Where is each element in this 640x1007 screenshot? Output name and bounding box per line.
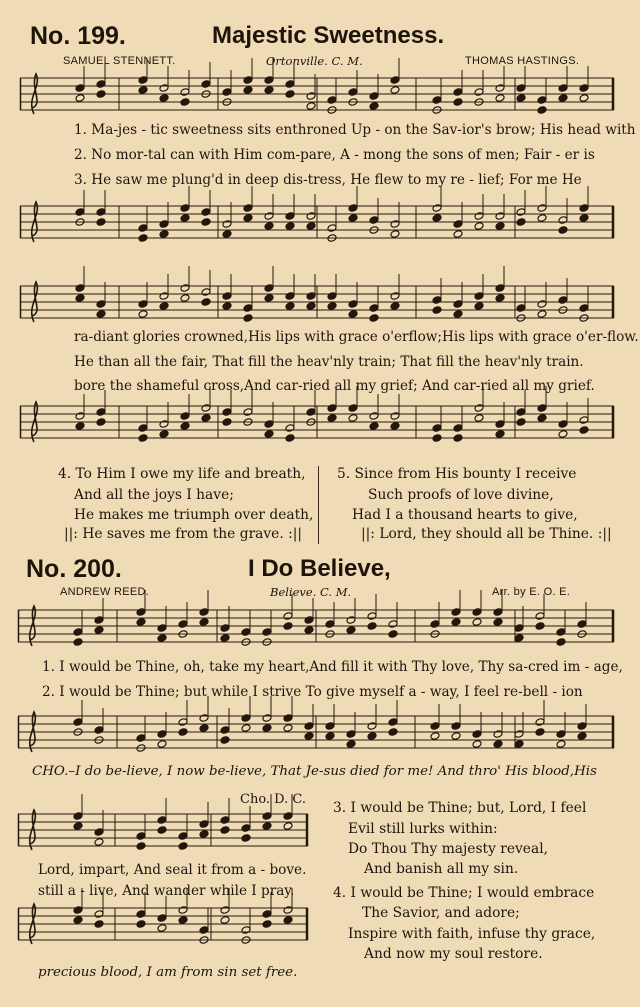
hymn-199-verse-5-line-4: ||: Lord, they should all be Thine. :|| — [361, 526, 612, 542]
hymn-200-chorus-line-2: precious blood, I am from sin set free. — [38, 965, 298, 980]
hymn-200-arranger: Arr. by E. O. E. — [492, 586, 571, 598]
hymn-199-composer: THOMAS HASTINGS. — [465, 55, 580, 67]
hymn-199-author: SAMUEL STENNETT. — [63, 55, 176, 67]
hymn-199-verse-5-line-3: Had I a thousand hearts to give, — [352, 507, 578, 523]
hymn-199-verse-4-line-3: He makes me triumph over death, — [74, 507, 314, 523]
hymn-199-lyric-line-1: 1. Ma-jes - tic sweetness sits enthroned Up - on the Sav-ior's brow; His head with — [74, 122, 636, 138]
hymn-200-verse-3-line-3: Do Thou Thy majesty reveal, — [348, 841, 548, 857]
hymn-199-title: Majestic Sweetness. — [212, 22, 445, 49]
hymn-199-treble-staff-1 — [20, 72, 614, 122]
hymn-200-tune: Believe. C. M. — [270, 585, 352, 599]
hymn-200-bass-staff-1 — [18, 710, 614, 758]
hymn-200-number: No. 200. — [26, 555, 122, 583]
hymn-199-verse-5-line-2: Such proofs of love divine, — [368, 487, 554, 503]
chorus-da-capo-mark: Cho. D. C. — [240, 792, 307, 807]
hymn-199-bass-staff-2 — [20, 400, 614, 448]
hymn-199-verse-5-line-1: 5. Since from His bounty I receive — [337, 466, 577, 482]
hymn-199-lyric-line-6: bore the shameful cross,And car-ried all my grief; And car-ried all my grief. — [74, 378, 595, 394]
hymn-199-number: No. 199. — [30, 22, 126, 50]
verse-column-divider — [318, 466, 319, 544]
hymn-200-verse-4-line-1: 4. I would be Thine; I would embrace — [333, 885, 595, 901]
hymn-199-verse-4-line-1: 4. To Him I owe my life and breath, — [58, 466, 306, 482]
hymn-199-lyric-line-4: ra-diant glories crowned,His lips with grace o'erflow;His lips with grace o'er-flow. — [74, 329, 639, 345]
hymn-200-verse-3-line-2: Evil still lurks within: — [348, 821, 498, 837]
hymn-199-lyric-line-2: 2. No mor-tal can with Him com-pare, A - mong the sons of men; Fair - er is — [74, 147, 595, 163]
hymn-200-author: ANDREW REED. — [60, 586, 150, 598]
hymn-200-lyric-line-4: still a - live, And wander while I pray. — [38, 883, 295, 899]
hymn-199-lyric-line-3: 3. He saw me plung'd in deep dis-tress, He flew to my re - lief; For me He — [74, 172, 582, 188]
hymn-200-treble-staff-2 — [18, 808, 308, 858]
hymn-200-verse-4-line-4: And now my soul restore. — [364, 946, 543, 962]
hymn-199-lyric-line-5: He than all the fair, That fill the heav'nly train; That fill the heav'nly train. — [74, 354, 584, 370]
hymn-199-treble-staff-2 — [20, 280, 614, 330]
hymn-200-lyric-line-3: Lord, impart, And seal it from a - bove. — [38, 862, 307, 878]
hymn-200-chorus-line: CHO.–I do be-lieve, I now be-lieve, That Je-sus died for me! And thro' His blood,His — [32, 764, 597, 779]
hymn-200-verse-3-line-1: 3. I would be Thine; but, Lord, I feel — [333, 800, 587, 816]
hymn-200-lyric-line-1: 1. I would be Thine, oh, take my heart,And fill it with Thy love, Thy sa-cred im - age, — [42, 659, 623, 675]
hymn-200-lyric-line-2: 2. I would be Thine; but while I strive To give myself a - way, I feel re-bell - ion — [42, 684, 583, 700]
hymn-200-verse-4-line-3: Inspire with faith, infuse thy grace, — [348, 926, 596, 942]
hymn-200-verse-4-line-2: The Savior, and adore; — [362, 905, 520, 921]
hymn-200-treble-staff-1 — [18, 604, 614, 652]
hymn-199-verse-4-line-2: And all the joys I have; — [74, 487, 234, 503]
hymn-199-tune: Ortonville. C. M. — [266, 54, 363, 68]
hymn-199-bass-staff-1 — [20, 200, 614, 248]
hymn-200-title: I Do Believe, — [248, 555, 391, 582]
hymn-200-bass-staff-2 — [18, 902, 308, 952]
hymn-200-verse-3-line-4: And banish all my sin. — [364, 861, 519, 877]
hymn-199-verse-4-line-4: ||: He saves me from the grave. :|| — [64, 526, 303, 542]
